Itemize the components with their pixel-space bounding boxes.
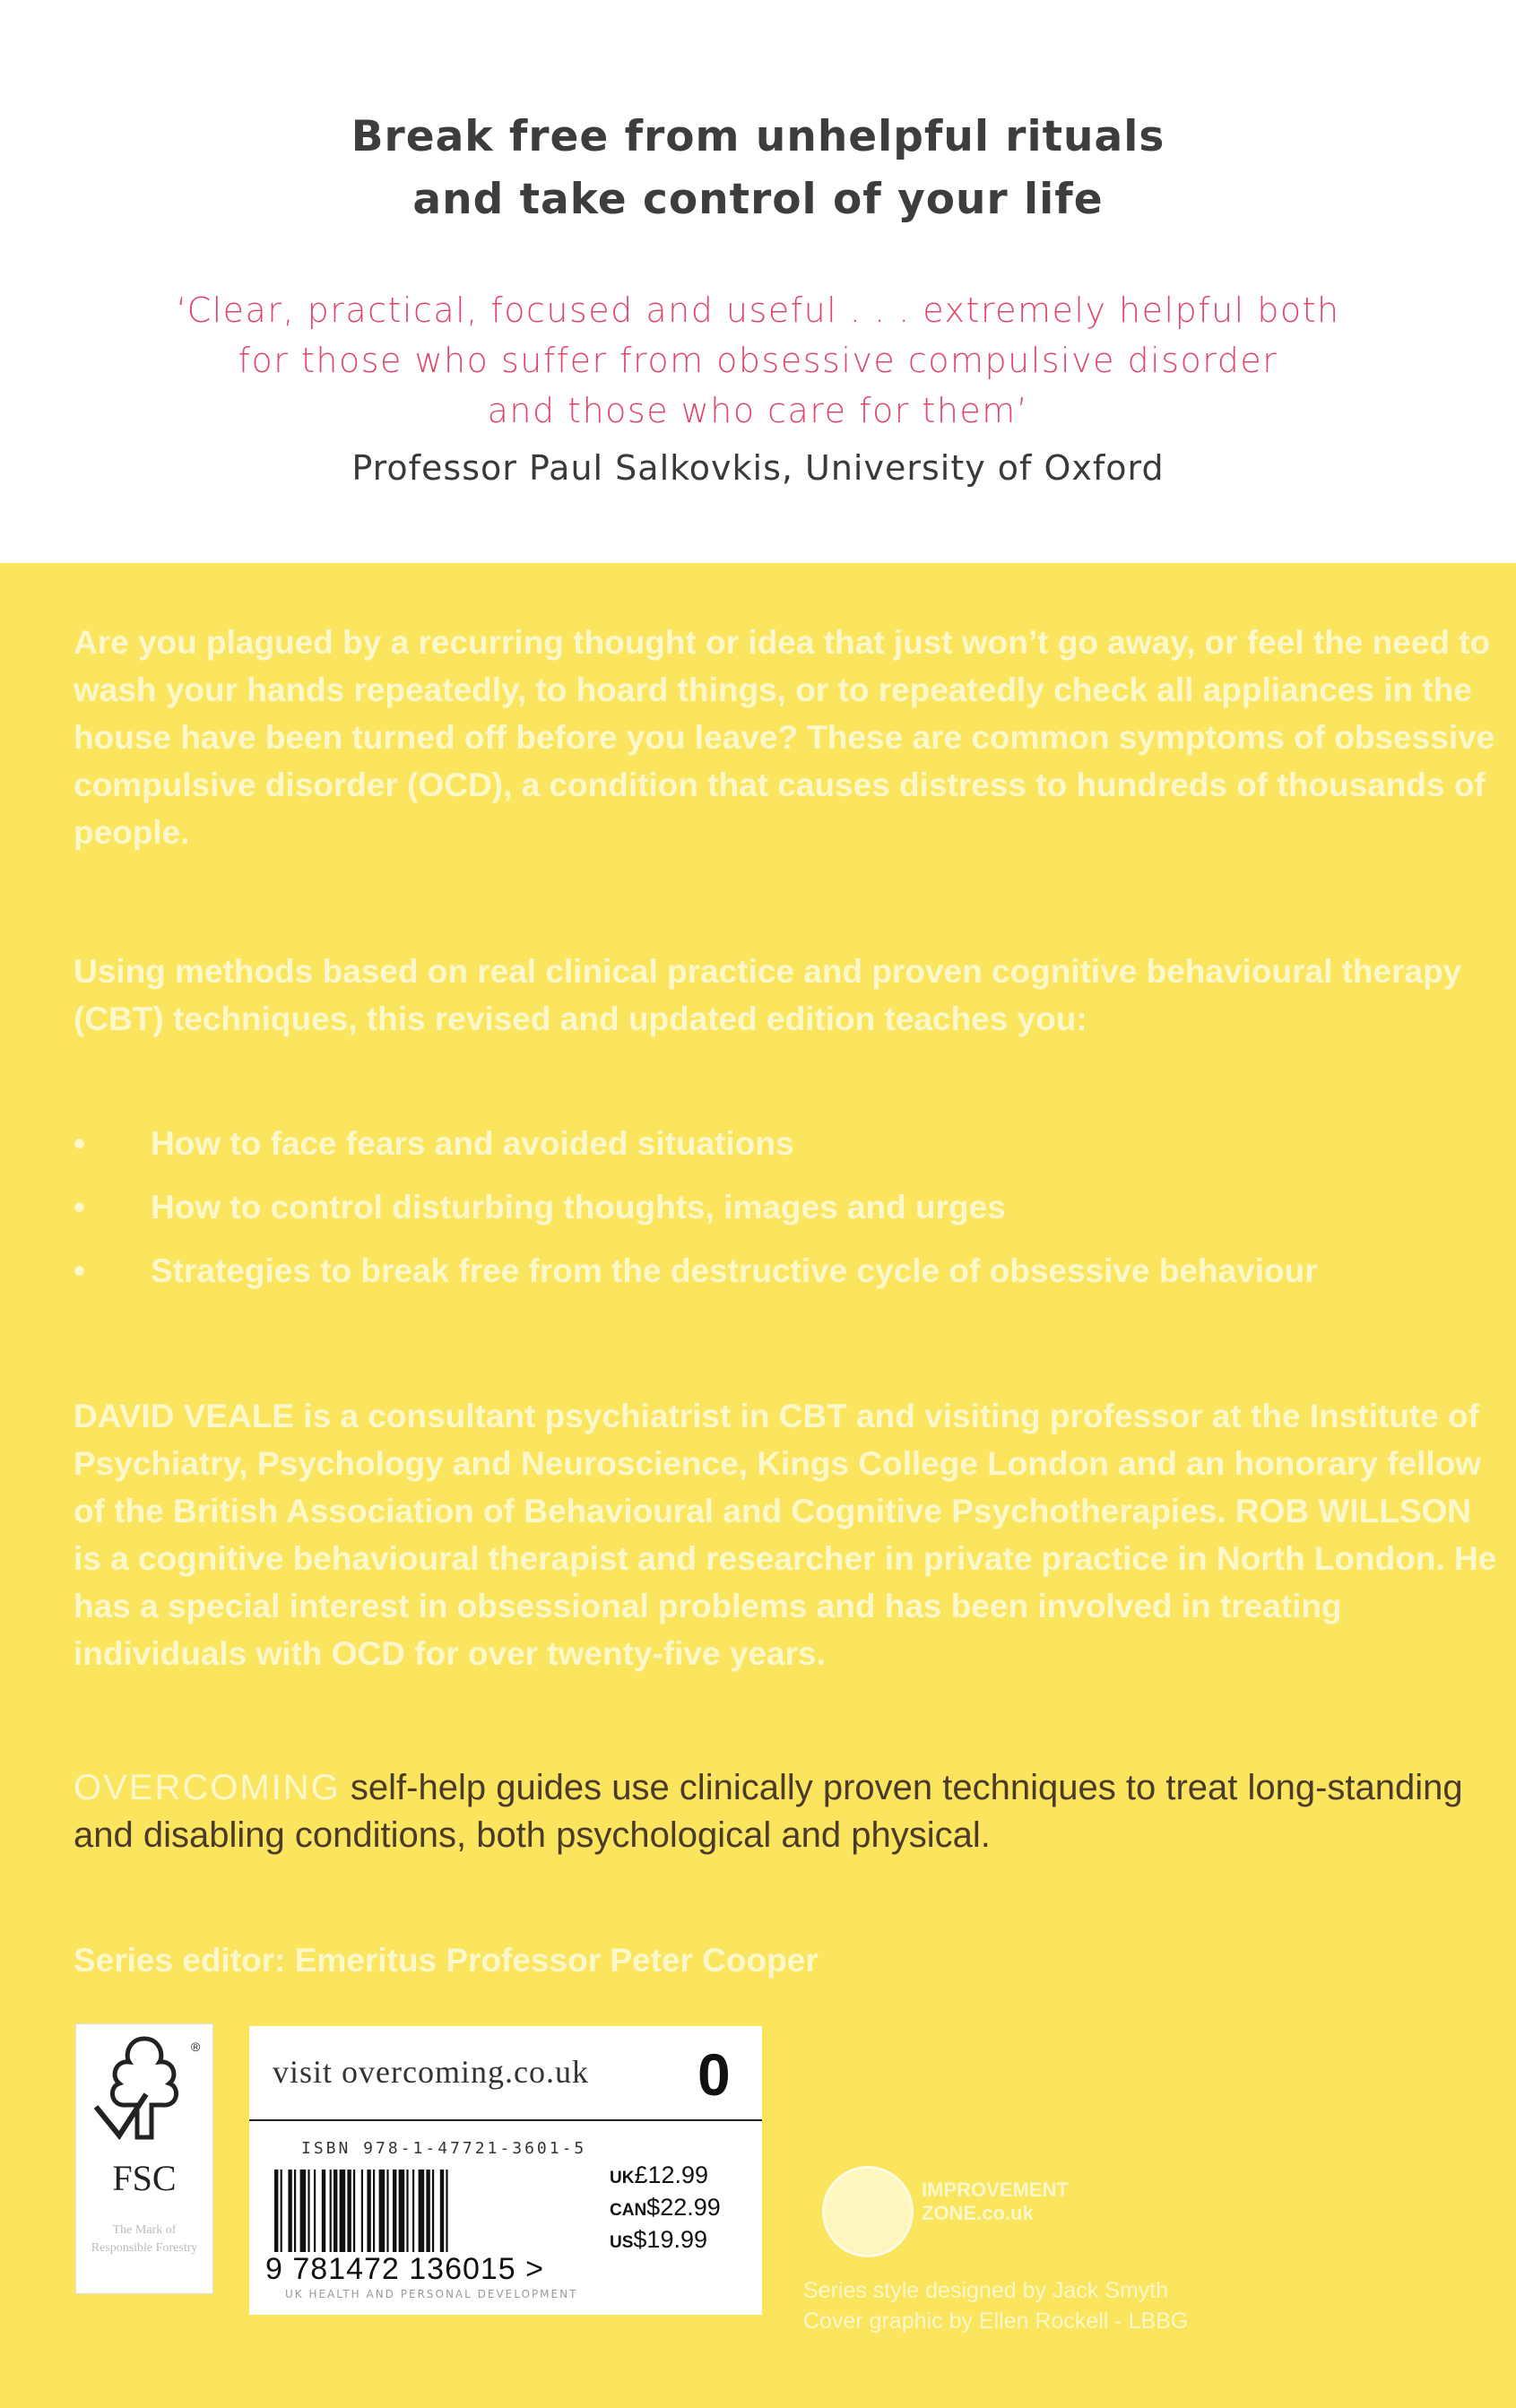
barcode-bar bbox=[281, 2170, 282, 2252]
fsc-tagline: The Mark of Responsible Forestry bbox=[91, 2223, 198, 2255]
barcode-bar bbox=[406, 2170, 408, 2252]
iz-line-2: ZONE.co.uk bbox=[922, 2202, 1034, 2224]
bullet-marker: • bbox=[74, 1125, 85, 1162]
bullet-marker: • bbox=[74, 1189, 85, 1226]
url-bar bbox=[249, 2026, 762, 2121]
barcode-bar bbox=[308, 2170, 309, 2252]
list-item bbox=[74, 1247, 1499, 1295]
barcode-bar bbox=[294, 2170, 296, 2252]
barcode-bar bbox=[347, 2170, 351, 2252]
barcode-bar bbox=[314, 2170, 316, 2252]
series-blurb bbox=[74, 1764, 1508, 1859]
review-quote bbox=[0, 285, 1516, 436]
barcode-bar bbox=[340, 2170, 346, 2252]
barcode-bar bbox=[373, 2170, 375, 2252]
registered-mark: ® bbox=[191, 2040, 201, 2054]
price-can: CAN$22.99 bbox=[610, 2194, 721, 2221]
barcode-bar bbox=[393, 2170, 396, 2252]
fsc-label: FSC bbox=[112, 2158, 177, 2198]
quote-line-1: ‘Clear, practical, focused and useful . . . extremely helpful both bbox=[176, 290, 1340, 330]
headline bbox=[0, 106, 1516, 231]
price-uk: UK£12.99 bbox=[610, 2161, 709, 2188]
credit-line-2: Cover graphic by Ellen Rockell - LBBG bbox=[803, 2308, 1189, 2334]
fsc-logo bbox=[75, 2023, 213, 2294]
barcode-bar bbox=[432, 2170, 434, 2252]
barcode-bar bbox=[379, 2170, 385, 2252]
barcode-bar bbox=[426, 2170, 429, 2252]
barcode-bar bbox=[288, 2170, 291, 2252]
benefits-list bbox=[74, 1120, 1499, 1311]
bullet-marker: • bbox=[74, 1252, 85, 1289]
iz-line-1: IMPROVEMENT bbox=[922, 2178, 1069, 2201]
price-us: US$19.99 bbox=[610, 2226, 707, 2253]
barcode-bar bbox=[367, 2170, 370, 2252]
barcode-bar bbox=[300, 2170, 307, 2252]
list-item-text: How to control disturbing thoughts, images and urges bbox=[151, 1189, 1006, 1226]
barcode-digits: 9 781472 136015 > bbox=[265, 2252, 545, 2286]
quote-attribution: Professor Paul Salkovkis, University of Oxford bbox=[351, 448, 1165, 488]
barcode-bar bbox=[440, 2170, 444, 2252]
barcode-bar bbox=[446, 2170, 447, 2252]
barcode-bar bbox=[399, 2170, 405, 2252]
barcode-bar bbox=[419, 2170, 425, 2252]
barcode-bar bbox=[386, 2170, 388, 2252]
quote-line-2: for those who suffer from obsessive compulsive disorder bbox=[238, 341, 1278, 380]
barcode-bar bbox=[361, 2170, 363, 2252]
barcode-bar bbox=[274, 2170, 278, 2252]
website-url: visit overcoming.co.uk bbox=[273, 2054, 589, 2090]
list-item-text: Strategies to break free from the destructive cycle of obsessive behaviour bbox=[151, 1252, 1318, 1289]
barcode-panel bbox=[249, 2026, 762, 2315]
barcode-bar bbox=[322, 2170, 325, 2252]
list-item bbox=[74, 1183, 1499, 1231]
series-editor: Series editor: Emeritus Professor Peter Cooper bbox=[74, 1942, 819, 1979]
barcode-category: UK HEALTH AND PERSONAL DEVELOPMENT bbox=[285, 2288, 578, 2300]
improvement-zone-icon bbox=[822, 2166, 914, 2257]
headline-line-1: Break free from unhelpful rituals bbox=[351, 112, 1165, 161]
methods-paragraph: Using methods based on real clinical practice and proven cognitive behavioural therapy (CBT) techniques, this revised and updated edition teaches you: bbox=[74, 953, 1462, 1037]
barcode-bar bbox=[353, 2170, 355, 2252]
barcode-bar bbox=[334, 2170, 337, 2252]
price-code: 0 bbox=[697, 2041, 731, 2108]
series-brand: OVERCOMING bbox=[74, 1768, 341, 1807]
design-credits bbox=[803, 2275, 1188, 2336]
isbn-text: ISBN 978-1-47721-3601-5 bbox=[301, 2139, 587, 2158]
credit-line-1: Series style designed by Jack Smyth bbox=[803, 2278, 1169, 2303]
tree-check-icon bbox=[80, 2030, 209, 2155]
top-white-panel bbox=[0, 0, 1516, 563]
author-bio: DAVID VEALE is a consultant psychiatrist in CBT and visiting professor at the Institute of Psychiatry, Psychology and Neuroscience, Kings College London and an honorary fellow of the British Association of Behavioural and Cognitive Psychotherapies. ROB WILLSON is a cognitive behavioural therapist and researcher in private practice in North London. He has a special interest in obsessional problems and has been involved in treating individuals with OCD for over twenty-five years. bbox=[74, 1398, 1497, 1672]
headline-line-2: and take control of your life bbox=[412, 175, 1104, 224]
barcode-bar bbox=[412, 2170, 414, 2252]
quote-line-3: and those who care for them’ bbox=[487, 391, 1029, 430]
list-item-text: How to face fears and avoided situations bbox=[151, 1125, 794, 1162]
barcode-bar bbox=[330, 2170, 332, 2252]
improvement-zone-logo bbox=[922, 2178, 1069, 2225]
price-list bbox=[610, 2159, 762, 2256]
barcode-bars bbox=[273, 2170, 604, 2252]
series-text: self-help guides use clinically proven techniques to treat long-standing and disabling conditions, both psychological and physical. bbox=[74, 1768, 1463, 1855]
intro-paragraph: Are you plagued by a recurring thought or idea that just won’t go away, or feel the need to wash your hands repeatedly, to hoard things, or to repeatedly check all appliances in the house have been turned off before you leave? These are common symptoms of obsessive compulsive disorder (OCD), a condition that causes distress to hundreds of thousands of people. bbox=[74, 624, 1495, 851]
list-item bbox=[74, 1120, 1499, 1167]
